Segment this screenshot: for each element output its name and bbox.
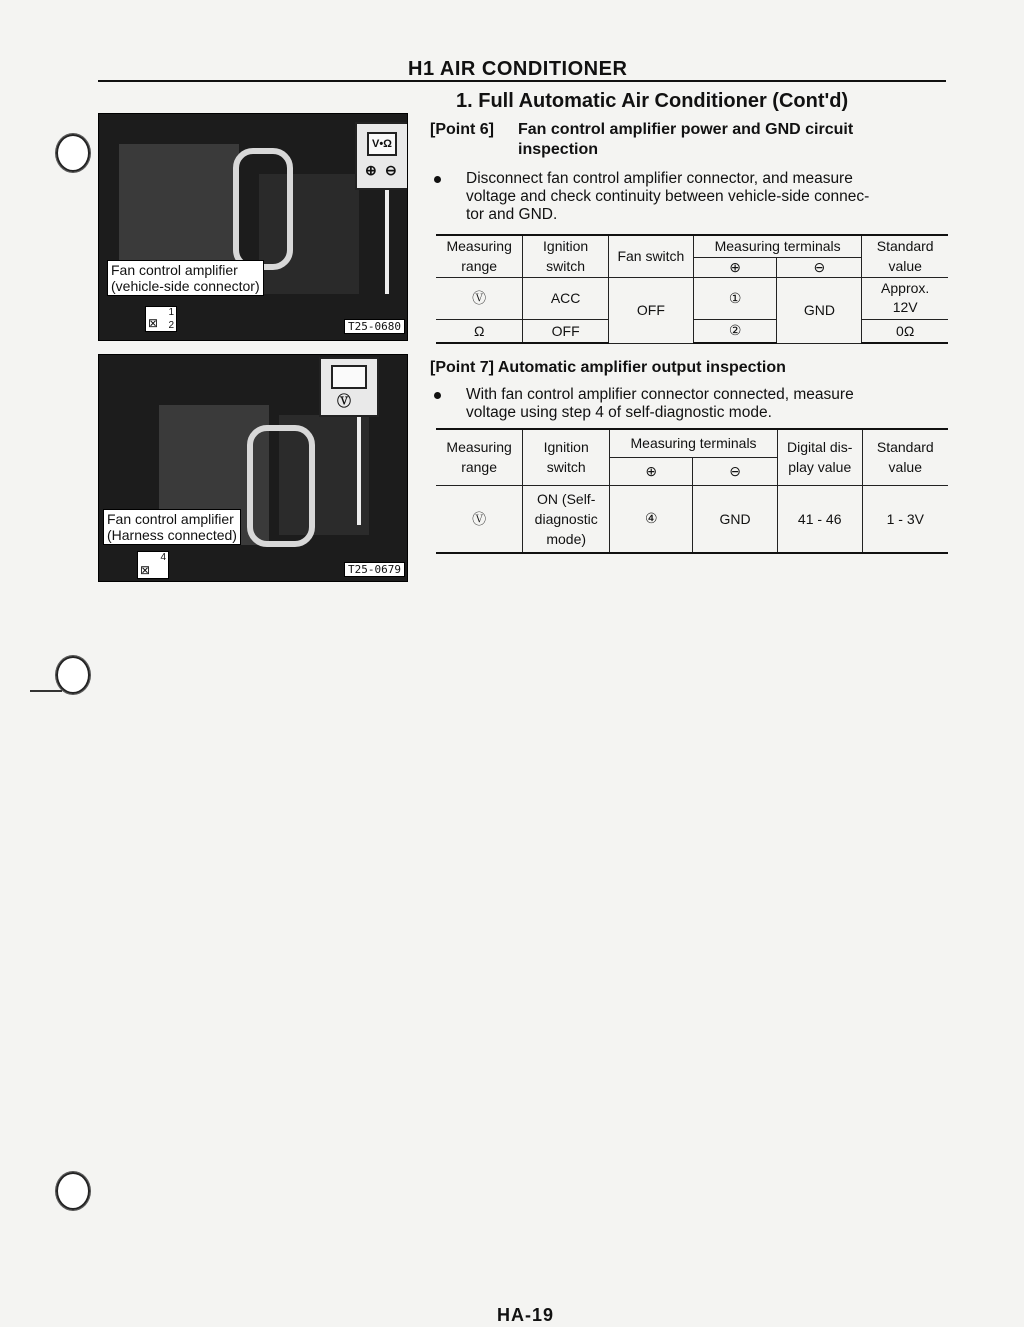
col-header-range: Measuring xyxy=(446,238,512,255)
col-header-plus: ⊕ xyxy=(693,257,777,277)
binder-hole xyxy=(56,656,90,694)
col-header-standard: Standard xyxy=(876,238,934,255)
point6-photo xyxy=(98,113,408,341)
point6-bullet-line: tor and GND. xyxy=(466,206,558,223)
point6-bullet-line: voltage and check continuity between vehicle-side connec- xyxy=(466,188,870,205)
table-row: Ⓥ ON (Self- diagnostic mode) ④ GND 41 - 46 1 - 3V xyxy=(436,485,948,553)
minus-terminal-value: GND xyxy=(777,277,862,343)
point6-title-line1: Fan control amplifier power and GND circuit xyxy=(518,121,854,138)
col-header-fan: Fan switch xyxy=(608,235,693,277)
page-number: HA-19 xyxy=(497,1305,555,1325)
binder-hole xyxy=(56,1172,90,1210)
point7-title xyxy=(430,358,786,378)
connector-diagram-icon: 4 ⊠ xyxy=(137,551,169,579)
photo-ref: T25-0680 xyxy=(344,319,405,334)
photo-ref: T25-0679 xyxy=(344,562,405,577)
bullet-dot xyxy=(434,392,441,399)
margin-mark xyxy=(30,690,62,692)
point6-tag: [Point 6] xyxy=(430,121,494,138)
multimeter-icon: V•Ω ⊕ ⊖ xyxy=(355,122,408,190)
col-header-plus: ⊕ xyxy=(610,457,693,485)
col-header-range: Measuring xyxy=(446,439,512,456)
multimeter-icon: Ⓥ xyxy=(319,357,379,417)
point7-photo xyxy=(98,354,408,582)
col-header-ignition: Ignition xyxy=(543,439,589,456)
col-header-ignition: Ignition xyxy=(543,238,589,255)
header-rule xyxy=(98,80,946,82)
col-header-minus: ⊖ xyxy=(777,257,862,277)
bullet-dot xyxy=(434,176,441,183)
table-row: Ⓥ ACC OFF ① GND Approx. 12V xyxy=(436,277,948,319)
point7-bullet-line: With fan control amplifier connector connected, measure xyxy=(466,386,854,403)
connector-diagram-icon: 1 2 ⊠ xyxy=(145,306,177,332)
point6-title-line2: inspection xyxy=(518,141,599,158)
col-header-terms: Measuring terminals xyxy=(693,235,861,257)
point7-bullet-line: voltage using step 4 of self-diagnostic mode. xyxy=(466,404,772,421)
col-header-minus: ⊖ xyxy=(693,457,778,485)
col-header-standard: Standard xyxy=(876,439,934,456)
page-header: H1 AIR CONDITIONER xyxy=(408,58,628,80)
fan-switch-value: OFF xyxy=(608,277,693,343)
point7-tag: [Point 7] xyxy=(430,359,494,376)
point6-title xyxy=(430,120,853,160)
table-row: Ω OFF ② 0Ω xyxy=(436,319,948,343)
point7-table: Measuring range Ignition switch Measuring terminals Digital dis- play value Standard value ⊕ ⊖ Ⓥ ON (Self- diagnostic mode) ④ GND 41 - 46 1 - 3V xyxy=(436,428,948,554)
section-title: 1. Full Automatic Air Conditioner (Cont'd) xyxy=(456,90,849,112)
col-header-display: Digital dis- xyxy=(787,439,853,456)
point7-title-text: Automatic amplifier output inspection xyxy=(497,359,786,376)
col-header-terms: Measuring terminals xyxy=(610,429,778,457)
point6-table: Measuring range Ignition switch Fan switch Measuring terminals Standard value ⊕ ⊖ Ⓥ ACC OFF ① GND Approx. 12V Ω OFF ② 0Ω xyxy=(436,234,948,344)
point6-bullet-line: Disconnect fan control amplifier connector, and measure xyxy=(466,170,853,187)
point6-photo-caption: Fan control amplifier (vehicle-side connector) xyxy=(107,260,264,296)
point7-photo-caption: Fan control amplifier (Harness connected) xyxy=(103,509,241,545)
binder-hole xyxy=(56,134,90,172)
